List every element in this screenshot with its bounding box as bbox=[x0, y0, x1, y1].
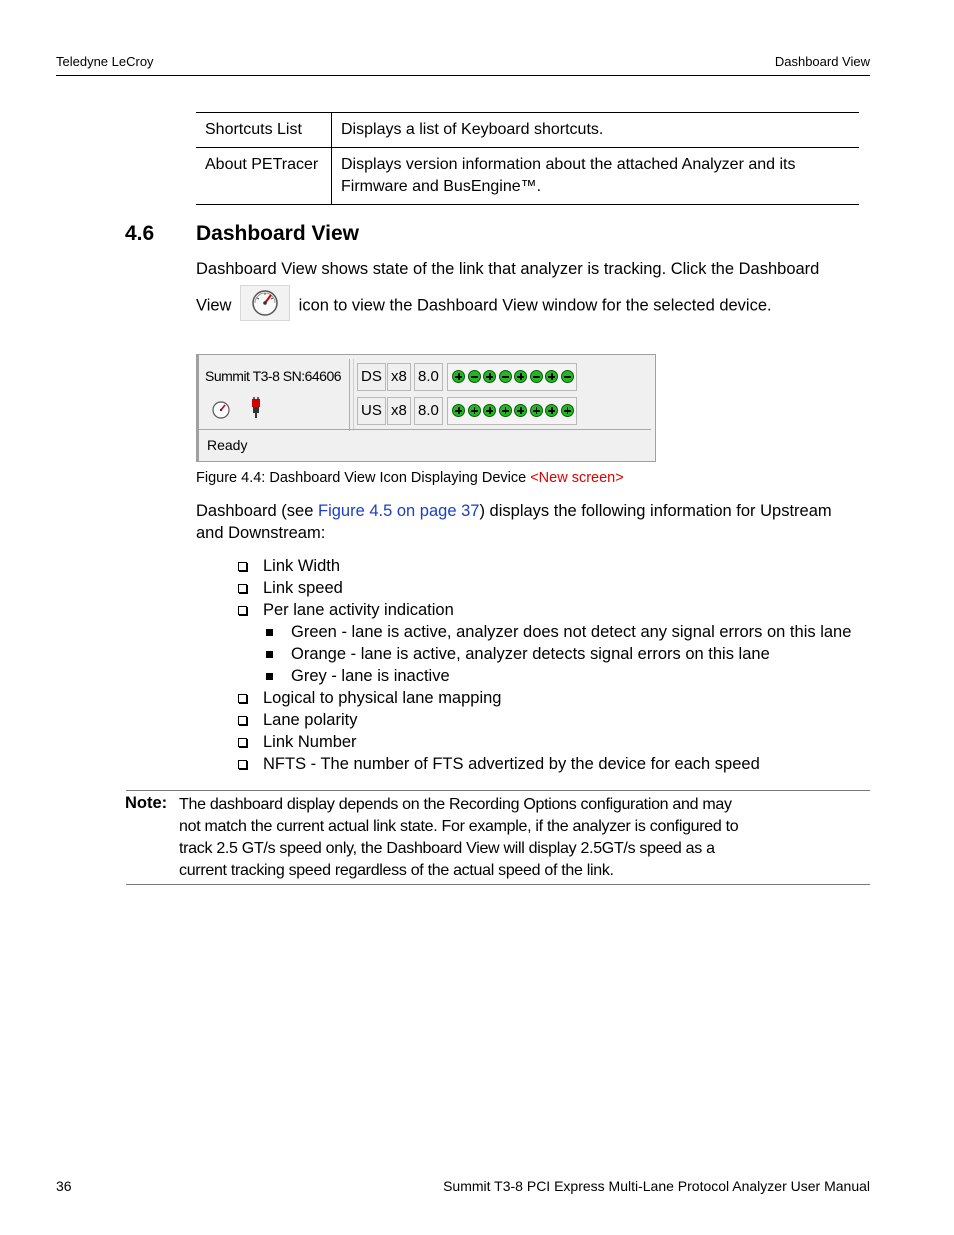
command-name: About PETracer bbox=[196, 148, 332, 205]
note-top-rule bbox=[126, 790, 870, 791]
command-name: Shortcuts List bbox=[196, 113, 332, 148]
lane-1-indicator bbox=[468, 404, 481, 417]
table-row bbox=[196, 148, 859, 205]
checkbox-bullet-icon bbox=[238, 606, 247, 615]
usb-plug-icon[interactable] bbox=[247, 397, 265, 422]
status-text: Ready bbox=[207, 437, 248, 453]
checkbox-bullet-icon bbox=[238, 716, 247, 725]
header-rule bbox=[56, 75, 870, 76]
sub-list-item: Orange - lane is active, analyzer detects signal errors on this lane bbox=[236, 643, 851, 665]
square-bullet-icon bbox=[266, 673, 273, 680]
section-number: 4.6 bbox=[125, 222, 155, 245]
header-section: Dashboard View bbox=[774, 54, 870, 69]
section-title: Dashboard View bbox=[196, 222, 359, 245]
lane-6-indicator bbox=[545, 404, 558, 417]
lane-0-indicator bbox=[452, 370, 465, 383]
checkbox-bullet-icon bbox=[238, 562, 247, 571]
list-item: NFTS - The number of FTS advertized by the device for each speed bbox=[236, 753, 851, 775]
note-body bbox=[179, 794, 819, 882]
status-divider bbox=[199, 429, 651, 430]
direction-label: US bbox=[357, 397, 386, 425]
lane-0-indicator bbox=[452, 404, 465, 417]
command-description: Displays a list of Keyboard shortcuts. bbox=[341, 121, 604, 138]
square-bullet-icon bbox=[266, 651, 273, 658]
table-row bbox=[196, 113, 859, 148]
info-list bbox=[236, 555, 851, 775]
checkbox-bullet-icon bbox=[238, 694, 247, 703]
note-bottom-rule bbox=[126, 884, 870, 885]
intro-view-word: View bbox=[196, 296, 232, 315]
intro-line-1: Dashboard View shows state of the link that analyzer is tracking. Click the Dashboard bbox=[196, 260, 820, 278]
intro-rest: icon to view the Dashboard View window for the selected device. bbox=[298, 296, 772, 315]
lane-6-indicator bbox=[545, 370, 558, 383]
caption-new-screen-tag: <New screen> bbox=[530, 470, 624, 486]
note-line: not match the current actual link state. For example, if the analyzer is configured to bbox=[179, 818, 739, 835]
divider bbox=[353, 359, 354, 431]
command-table bbox=[196, 112, 859, 205]
para-dashboard-line-1 bbox=[196, 500, 832, 522]
checkbox-bullet-icon bbox=[238, 760, 247, 769]
sub-list-item: Grey - lane is inactive bbox=[236, 665, 851, 687]
lane-4-indicator bbox=[514, 370, 527, 383]
link-speed: 8.0 bbox=[414, 363, 443, 391]
dashboard-device-screenshot bbox=[196, 354, 656, 462]
dashboard-gauge-icon[interactable] bbox=[210, 399, 232, 422]
note-line: current tracking speed regardless of the actual speed of the link. bbox=[179, 862, 614, 879]
lane-2-indicator bbox=[483, 404, 496, 417]
lane-2-indicator bbox=[483, 370, 496, 383]
note-line: The dashboard display depends on the Recording Options configuration and may bbox=[179, 796, 732, 813]
dashboard-gauge-icon[interactable] bbox=[240, 285, 290, 321]
list-item: Link speed bbox=[236, 577, 851, 599]
square-bullet-icon bbox=[266, 629, 273, 636]
device-name: Summit T3-8 SN:64606 bbox=[205, 368, 342, 384]
figure-link[interactable]: Figure 4.5 on page 37 bbox=[318, 502, 480, 520]
sub-list-item: Green - lane is active, analyzer does not detect any signal errors on this lane bbox=[236, 621, 851, 643]
lane-1-indicator bbox=[468, 370, 481, 383]
link-speed: 8.0 bbox=[414, 397, 443, 425]
page-number: 36 bbox=[56, 1178, 72, 1194]
checkbox-bullet-icon bbox=[238, 738, 247, 747]
direction-label: DS bbox=[357, 363, 386, 391]
para-pre: Dashboard (see bbox=[196, 502, 318, 520]
note-label: Note: bbox=[125, 794, 168, 812]
lane-7-indicator bbox=[561, 404, 574, 417]
lane-5-indicator bbox=[530, 370, 543, 383]
note-line: track 2.5 GT/s speed only, the Dashboard View will display 2.5GT/s speed as a bbox=[179, 840, 715, 857]
lane-5-indicator bbox=[530, 404, 543, 417]
header-company: Teledyne LeCroy bbox=[56, 54, 154, 69]
list-item: Link Width bbox=[236, 555, 851, 577]
figure-caption bbox=[196, 470, 624, 486]
list-item: Logical to physical lane mapping bbox=[236, 687, 851, 709]
lane-indicators bbox=[447, 397, 577, 425]
footer-title: Summit T3-8 PCI Express Multi-Lane Protocol Analyzer User Manual bbox=[443, 1178, 870, 1194]
link-width: x8 bbox=[387, 397, 411, 425]
lane-3-indicator bbox=[499, 370, 512, 383]
lane-indicators bbox=[447, 363, 577, 391]
command-description: Displays version information about the attached Analyzer and its Firmware and BusEngine™. bbox=[341, 156, 796, 195]
link-width: x8 bbox=[387, 363, 411, 391]
intro-line-2 bbox=[196, 288, 772, 324]
divider bbox=[349, 359, 350, 431]
lane-7-indicator bbox=[561, 370, 574, 383]
lane-3-indicator bbox=[499, 404, 512, 417]
caption-text: Figure 4.4: Dashboard View Icon Displaying Device bbox=[196, 470, 531, 486]
sub-list bbox=[263, 621, 851, 687]
list-item: Link Number bbox=[236, 731, 851, 753]
para-post: ) displays the following information for Upstream bbox=[479, 502, 832, 520]
para-dashboard-line-2: and Downstream: bbox=[196, 524, 326, 542]
lane-4-indicator bbox=[514, 404, 527, 417]
list-item: Per lane activity indication Green - lane is active, analyzer does not detect any signal errors on this lane Orange - lane is active, analyzer detects signal errors on this lane Grey - lane is inactive bbox=[236, 599, 851, 687]
checkbox-bullet-icon bbox=[238, 584, 247, 593]
list-item: Lane polarity bbox=[236, 709, 851, 731]
